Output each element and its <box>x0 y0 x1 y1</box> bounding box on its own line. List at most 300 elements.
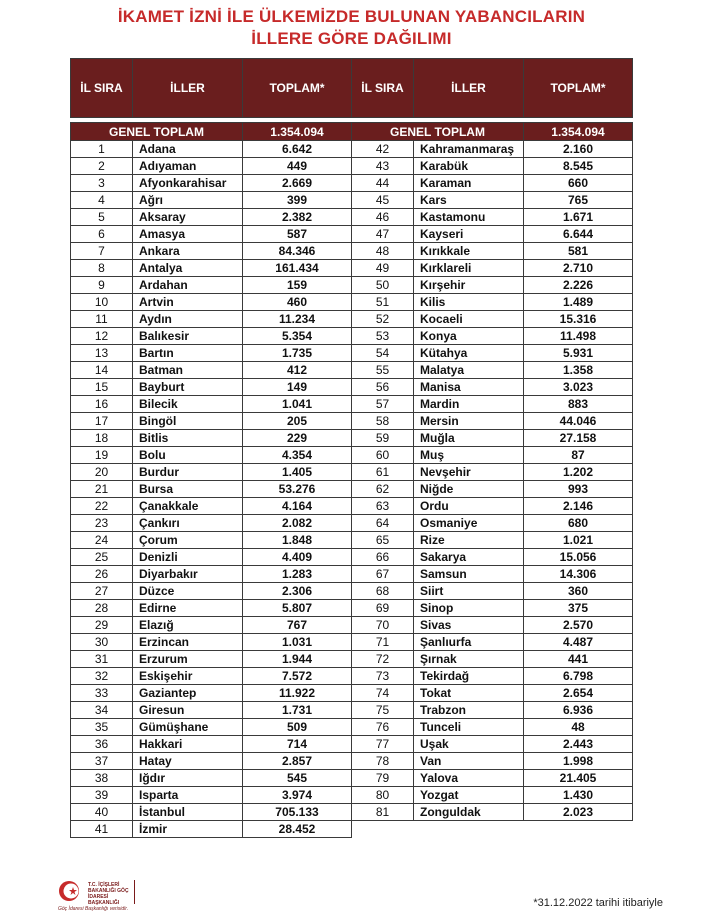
il-sira-cell: 42 <box>352 141 414 158</box>
toplam-cell: 375 <box>524 600 633 617</box>
il-name-cell: Ardahan <box>133 277 243 294</box>
toplam-cell: 48 <box>524 719 633 736</box>
il-sira-cell: 2 <box>71 158 133 175</box>
toplam-cell: 11.234 <box>243 311 352 328</box>
toplam-cell: 15.316 <box>524 311 633 328</box>
il-sira-cell: 27 <box>71 583 133 600</box>
il-sira-cell: 17 <box>71 413 133 430</box>
toplam-cell: 4.487 <box>524 634 633 651</box>
il-name-cell: Kocaeli <box>414 311 524 328</box>
il-sira-cell: 66 <box>352 549 414 566</box>
toplam-cell: 1.021 <box>524 532 633 549</box>
il-name-cell: Bilecik <box>133 396 243 413</box>
il-name-cell: Osmaniye <box>414 515 524 532</box>
il-name-cell: Çankırı <box>133 515 243 532</box>
toplam-cell: 680 <box>524 515 633 532</box>
table-row <box>71 447 633 464</box>
table-row <box>71 532 633 549</box>
il-sira-cell: 9 <box>71 277 133 294</box>
toplam-cell: 11.922 <box>243 685 352 702</box>
table-row <box>71 464 633 481</box>
toplam-cell: 4.164 <box>243 498 352 515</box>
il-name-cell: Sinop <box>414 600 524 617</box>
il-name-cell: Zonguldak <box>414 804 524 821</box>
il-sira-cell: 57 <box>352 396 414 413</box>
table-row <box>71 396 633 413</box>
logo-subtitle: Göç İdaresi Başkanlığı verisidir. <box>58 906 129 912</box>
il-sira-cell: 5 <box>71 209 133 226</box>
toplam-cell: 883 <box>524 396 633 413</box>
table-row <box>71 804 633 821</box>
table-row <box>71 328 633 345</box>
il-name-cell: Van <box>414 753 524 770</box>
toplam-cell: 714 <box>243 736 352 753</box>
il-name-cell: Erzurum <box>133 651 243 668</box>
il-name-cell: Kütahya <box>414 345 524 362</box>
genel-toplam-row <box>71 123 633 141</box>
il-name-cell: Edirne <box>133 600 243 617</box>
table-row <box>71 362 633 379</box>
table-row <box>71 685 633 702</box>
header-iller-right: İLLER <box>414 59 524 118</box>
il-sira-cell: 8 <box>71 260 133 277</box>
toplam-cell: 1.671 <box>524 209 633 226</box>
il-name-cell: Tunceli <box>414 719 524 736</box>
il-name-cell: Muğla <box>414 430 524 447</box>
il-name-cell: Batman <box>133 362 243 379</box>
table-row <box>71 243 633 260</box>
il-name-cell: Iğdır <box>133 770 243 787</box>
toplam-cell: 1.848 <box>243 532 352 549</box>
toplam-cell: 1.735 <box>243 345 352 362</box>
toplam-cell: 28.452 <box>243 821 352 838</box>
table-row <box>71 736 633 753</box>
toplam-cell: 449 <box>243 158 352 175</box>
toplam-cell: 149 <box>243 379 352 396</box>
table-row <box>71 668 633 685</box>
il-sira-cell: 58 <box>352 413 414 430</box>
toplam-cell: 2.382 <box>243 209 352 226</box>
toplam-cell: 2.226 <box>524 277 633 294</box>
il-sira-cell: 78 <box>352 753 414 770</box>
toplam-cell: 229 <box>243 430 352 447</box>
il-name-cell: Düzce <box>133 583 243 600</box>
genel-toplam-label-left: GENEL TOPLAM <box>71 123 243 141</box>
il-sira-cell: 50 <box>352 277 414 294</box>
il-sira-cell: 81 <box>352 804 414 821</box>
il-name-cell: Isparta <box>133 787 243 804</box>
il-sira-cell: 7 <box>71 243 133 260</box>
toplam-cell: 2.654 <box>524 685 633 702</box>
il-name-cell: Kayseri <box>414 226 524 243</box>
toplam-cell: 1.031 <box>243 634 352 651</box>
il-sira-cell: 19 <box>71 447 133 464</box>
table-header-row <box>71 59 633 118</box>
toplam-cell: 1.731 <box>243 702 352 719</box>
table-row <box>71 379 633 396</box>
il-name-cell: Kırklareli <box>414 260 524 277</box>
genel-toplam-label-right: GENEL TOPLAM <box>352 123 524 141</box>
toplam-cell: 6.798 <box>524 668 633 685</box>
toplam-cell: 1.283 <box>243 566 352 583</box>
table-row <box>71 260 633 277</box>
il-name-cell: Giresun <box>133 702 243 719</box>
table-row <box>71 481 633 498</box>
il-sira-cell: 25 <box>71 549 133 566</box>
il-name-cell: Sivas <box>414 617 524 634</box>
table-row <box>71 413 633 430</box>
il-sira-cell: 6 <box>71 226 133 243</box>
il-name-cell: Bolu <box>133 447 243 464</box>
il-name-cell: Artvin <box>133 294 243 311</box>
il-name-cell: Kastamonu <box>414 209 524 226</box>
empty-cell <box>352 821 414 838</box>
il-sira-cell: 47 <box>352 226 414 243</box>
logo-divider <box>134 880 135 904</box>
toplam-cell: 581 <box>524 243 633 260</box>
table-row <box>71 549 633 566</box>
empty-cell <box>414 821 524 838</box>
il-sira-cell: 10 <box>71 294 133 311</box>
il-name-cell: İzmir <box>133 821 243 838</box>
il-sira-cell: 15 <box>71 379 133 396</box>
toplam-cell: 993 <box>524 481 633 498</box>
toplam-cell: 660 <box>524 175 633 192</box>
toplam-cell: 1.489 <box>524 294 633 311</box>
toplam-cell: 7.572 <box>243 668 352 685</box>
il-name-cell: Kilis <box>414 294 524 311</box>
il-sira-cell: 32 <box>71 668 133 685</box>
toplam-cell: 27.158 <box>524 430 633 447</box>
toplam-cell: 460 <box>243 294 352 311</box>
il-name-cell: Ordu <box>414 498 524 515</box>
toplam-cell: 5.354 <box>243 328 352 345</box>
table-row <box>71 515 633 532</box>
il-name-cell: Kırşehir <box>414 277 524 294</box>
toplam-cell: 3.974 <box>243 787 352 804</box>
il-name-cell: Siirt <box>414 583 524 600</box>
il-name-cell: Bartın <box>133 345 243 362</box>
il-sira-cell: 70 <box>352 617 414 634</box>
il-name-cell: Gümüşhane <box>133 719 243 736</box>
il-name-cell: Aksaray <box>133 209 243 226</box>
title-line-1: İKAMET İZNİ İLE ÜLKEMİZDE BULUNAN YABANCILARIN <box>117 7 586 26</box>
toplam-cell: 2.082 <box>243 515 352 532</box>
il-sira-cell: 3 <box>71 175 133 192</box>
il-sira-cell: 62 <box>352 481 414 498</box>
toplam-cell: 1.041 <box>243 396 352 413</box>
table-row <box>71 209 633 226</box>
il-sira-cell: 34 <box>71 702 133 719</box>
toplam-cell: 2.857 <box>243 753 352 770</box>
il-sira-cell: 71 <box>352 634 414 651</box>
page-title <box>0 6 703 50</box>
il-sira-cell: 52 <box>352 311 414 328</box>
il-sira-cell: 77 <box>352 736 414 753</box>
il-sira-cell: 38 <box>71 770 133 787</box>
toplam-cell: 2.710 <box>524 260 633 277</box>
il-sira-cell: 22 <box>71 498 133 515</box>
goc-idaresi-logo <box>58 878 136 912</box>
toplam-cell: 6.644 <box>524 226 633 243</box>
table-row <box>71 141 633 158</box>
il-sira-cell: 67 <box>352 566 414 583</box>
il-name-cell: Ağrı <box>133 192 243 209</box>
header-toplam-left: TOPLAM* <box>243 59 352 118</box>
toplam-cell: 441 <box>524 651 633 668</box>
il-name-cell: Kırıkkale <box>414 243 524 260</box>
il-name-cell: Amasya <box>133 226 243 243</box>
il-sira-cell: 33 <box>71 685 133 702</box>
il-sira-cell: 45 <box>352 192 414 209</box>
toplam-cell: 2.669 <box>243 175 352 192</box>
table-row <box>71 158 633 175</box>
il-sira-cell: 14 <box>71 362 133 379</box>
table-row <box>71 770 633 787</box>
il-sira-cell: 44 <box>352 175 414 192</box>
table-row <box>71 294 633 311</box>
toplam-cell: 412 <box>243 362 352 379</box>
table-row <box>71 175 633 192</box>
toplam-cell: 2.160 <box>524 141 633 158</box>
toplam-cell: 44.046 <box>524 413 633 430</box>
il-name-cell: Rize <box>414 532 524 549</box>
il-name-cell: Tekirdağ <box>414 668 524 685</box>
toplam-cell: 545 <box>243 770 352 787</box>
il-name-cell: Kars <box>414 192 524 209</box>
il-name-cell: Antalya <box>133 260 243 277</box>
il-sira-cell: 28 <box>71 600 133 617</box>
table-row <box>71 311 633 328</box>
province-table <box>70 58 633 838</box>
il-sira-cell: 80 <box>352 787 414 804</box>
toplam-cell: 159 <box>243 277 352 294</box>
il-name-cell: Gaziantep <box>133 685 243 702</box>
il-sira-cell: 75 <box>352 702 414 719</box>
il-sira-cell: 46 <box>352 209 414 226</box>
toplam-cell: 3.023 <box>524 379 633 396</box>
il-sira-cell: 74 <box>352 685 414 702</box>
il-name-cell: Adıyaman <box>133 158 243 175</box>
il-sira-cell: 64 <box>352 515 414 532</box>
il-name-cell: Bitlis <box>133 430 243 447</box>
il-sira-cell: 59 <box>352 430 414 447</box>
il-sira-cell: 30 <box>71 634 133 651</box>
toplam-cell: 1.430 <box>524 787 633 804</box>
il-sira-cell: 21 <box>71 481 133 498</box>
goc-idaresi-logo-icon <box>58 880 80 902</box>
il-name-cell: Diyarbakır <box>133 566 243 583</box>
il-name-cell: Elazığ <box>133 617 243 634</box>
il-name-cell: Yalova <box>414 770 524 787</box>
il-sira-cell: 31 <box>71 651 133 668</box>
il-sira-cell: 73 <box>352 668 414 685</box>
il-sira-cell: 65 <box>352 532 414 549</box>
toplam-cell: 1.405 <box>243 464 352 481</box>
il-sira-cell: 37 <box>71 753 133 770</box>
header-toplam-right: TOPLAM* <box>524 59 633 118</box>
il-name-cell: Mardin <box>414 396 524 413</box>
il-name-cell: İstanbul <box>133 804 243 821</box>
il-name-cell: Şanlıurfa <box>414 634 524 651</box>
toplam-cell: 14.306 <box>524 566 633 583</box>
il-sira-cell: 40 <box>71 804 133 821</box>
toplam-cell: 767 <box>243 617 352 634</box>
il-sira-cell: 16 <box>71 396 133 413</box>
il-sira-cell: 39 <box>71 787 133 804</box>
table-row <box>71 277 633 294</box>
table-row <box>71 566 633 583</box>
toplam-cell: 161.434 <box>243 260 352 277</box>
il-sira-cell: 43 <box>352 158 414 175</box>
toplam-cell: 2.146 <box>524 498 633 515</box>
table-row <box>71 583 633 600</box>
il-name-cell: Bursa <box>133 481 243 498</box>
il-sira-cell: 63 <box>352 498 414 515</box>
il-name-cell: Karaman <box>414 175 524 192</box>
il-name-cell: Kahramanmaraş <box>414 141 524 158</box>
il-sira-cell: 18 <box>71 430 133 447</box>
il-name-cell: Yozgat <box>414 787 524 804</box>
toplam-cell: 2.023 <box>524 804 633 821</box>
il-name-cell: Ankara <box>133 243 243 260</box>
il-sira-cell: 36 <box>71 736 133 753</box>
table-row <box>71 821 633 838</box>
il-name-cell: Manisa <box>414 379 524 396</box>
date-footnote: *31.12.2022 tarihi itibariyle <box>533 897 663 909</box>
table-row <box>71 634 633 651</box>
il-name-cell: Uşak <box>414 736 524 753</box>
il-name-cell: Çorum <box>133 532 243 549</box>
il-name-cell: Muş <box>414 447 524 464</box>
toplam-cell: 765 <box>524 192 633 209</box>
table-row <box>71 600 633 617</box>
il-name-cell: Denizli <box>133 549 243 566</box>
genel-toplam-value-left: 1.354.094 <box>243 123 352 141</box>
table-row <box>71 192 633 209</box>
logo-text: T.C. İÇİŞLERİ BAKANLIĞI GÖÇ İDARESİ BAŞKANLIĞI <box>88 882 129 906</box>
il-sira-cell: 69 <box>352 600 414 617</box>
il-sira-cell: 79 <box>352 770 414 787</box>
il-name-cell: Afyonkarahisar <box>133 175 243 192</box>
distribution-table <box>70 58 633 838</box>
il-name-cell: Karabük <box>414 158 524 175</box>
toplam-cell: 399 <box>243 192 352 209</box>
toplam-cell: 11.498 <box>524 328 633 345</box>
il-sira-cell: 49 <box>352 260 414 277</box>
toplam-cell: 205 <box>243 413 352 430</box>
il-sira-cell: 68 <box>352 583 414 600</box>
il-name-cell: Hatay <box>133 753 243 770</box>
il-name-cell: Niğde <box>414 481 524 498</box>
toplam-cell: 53.276 <box>243 481 352 498</box>
il-name-cell: Malatya <box>414 362 524 379</box>
toplam-cell: 21.405 <box>524 770 633 787</box>
toplam-cell: 4.354 <box>243 447 352 464</box>
il-name-cell: Hakkari <box>133 736 243 753</box>
il-sira-cell: 11 <box>71 311 133 328</box>
header-il-sira-right: İL SIRA <box>352 59 414 118</box>
il-name-cell: Samsun <box>414 566 524 583</box>
il-sira-cell: 23 <box>71 515 133 532</box>
il-sira-cell: 35 <box>71 719 133 736</box>
toplam-cell: 5.807 <box>243 600 352 617</box>
il-name-cell: Bingöl <box>133 413 243 430</box>
il-sira-cell: 12 <box>71 328 133 345</box>
toplam-cell: 6.642 <box>243 141 352 158</box>
toplam-cell: 8.545 <box>524 158 633 175</box>
table-row <box>71 226 633 243</box>
il-sira-cell: 41 <box>71 821 133 838</box>
table-row <box>71 617 633 634</box>
toplam-cell: 84.346 <box>243 243 352 260</box>
il-name-cell: Burdur <box>133 464 243 481</box>
il-sira-cell: 29 <box>71 617 133 634</box>
il-sira-cell: 76 <box>352 719 414 736</box>
toplam-cell: 1.998 <box>524 753 633 770</box>
toplam-cell: 2.570 <box>524 617 633 634</box>
toplam-cell: 4.409 <box>243 549 352 566</box>
toplam-cell: 1.202 <box>524 464 633 481</box>
table-row <box>71 345 633 362</box>
toplam-cell: 6.936 <box>524 702 633 719</box>
il-name-cell: Adana <box>133 141 243 158</box>
toplam-cell: 360 <box>524 583 633 600</box>
header-iller-left: İLLER <box>133 59 243 118</box>
il-name-cell: Erzincan <box>133 634 243 651</box>
il-sira-cell: 20 <box>71 464 133 481</box>
il-name-cell: Mersin <box>414 413 524 430</box>
toplam-cell: 2.306 <box>243 583 352 600</box>
il-sira-cell: 51 <box>352 294 414 311</box>
il-name-cell: Tokat <box>414 685 524 702</box>
il-sira-cell: 53 <box>352 328 414 345</box>
title-line-2: İLLERE GÖRE DAĞILIMI <box>251 29 452 48</box>
il-sira-cell: 13 <box>71 345 133 362</box>
table-row <box>71 702 633 719</box>
il-sira-cell: 55 <box>352 362 414 379</box>
il-name-cell: Eskişehir <box>133 668 243 685</box>
il-sira-cell: 1 <box>71 141 133 158</box>
toplam-cell: 5.931 <box>524 345 633 362</box>
il-sira-cell: 26 <box>71 566 133 583</box>
genel-toplam-value-right: 1.354.094 <box>524 123 633 141</box>
il-name-cell: Şırnak <box>414 651 524 668</box>
toplam-cell: 1.358 <box>524 362 633 379</box>
il-sira-cell: 56 <box>352 379 414 396</box>
table-row <box>71 651 633 668</box>
toplam-cell: 587 <box>243 226 352 243</box>
il-sira-cell: 48 <box>352 243 414 260</box>
il-sira-cell: 60 <box>352 447 414 464</box>
toplam-cell: 87 <box>524 447 633 464</box>
il-sira-cell: 24 <box>71 532 133 549</box>
il-name-cell: Aydın <box>133 311 243 328</box>
il-name-cell: Balıkesir <box>133 328 243 345</box>
il-name-cell: Nevşehir <box>414 464 524 481</box>
toplam-cell: 705.133 <box>243 804 352 821</box>
il-sira-cell: 72 <box>352 651 414 668</box>
il-sira-cell: 61 <box>352 464 414 481</box>
il-name-cell: Bayburt <box>133 379 243 396</box>
toplam-cell: 15.056 <box>524 549 633 566</box>
il-name-cell: Sakarya <box>414 549 524 566</box>
il-name-cell: Çanakkale <box>133 498 243 515</box>
table-row <box>71 719 633 736</box>
toplam-cell: 2.443 <box>524 736 633 753</box>
table-row <box>71 787 633 804</box>
empty-cell <box>524 821 633 838</box>
